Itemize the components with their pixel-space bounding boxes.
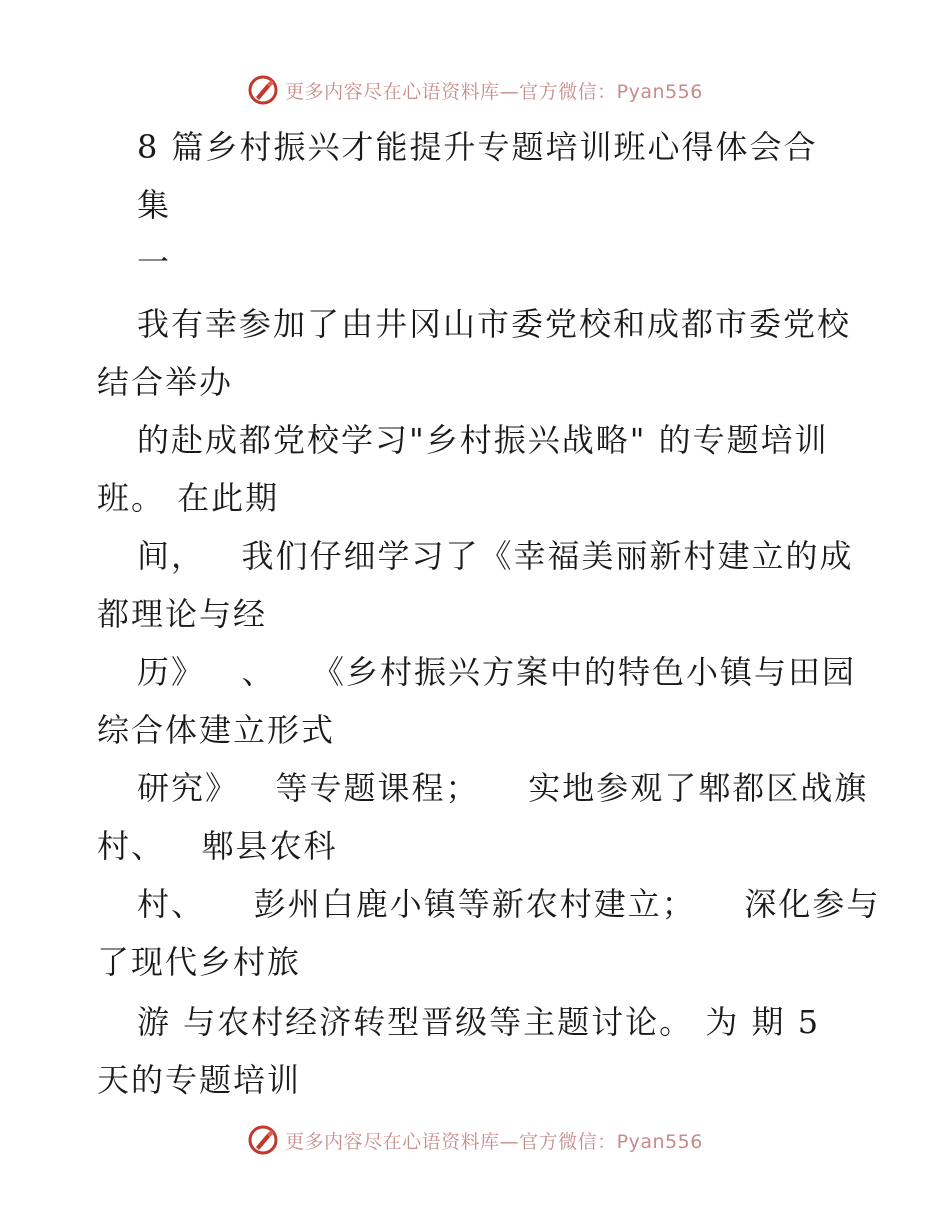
pen-logo-icon (247, 1124, 279, 1156)
section-number: 一 (137, 243, 172, 281)
paragraph-line: 研究》 等专题课程； 实地参观了郫都区战旗 (137, 769, 869, 807)
title-line-2: 集 (137, 186, 172, 224)
paragraph-line: 综合体建立形式 (97, 711, 336, 749)
paragraph-line: 的赴成都党校学习"乡村振兴战略" 的专题培训 (137, 421, 829, 459)
watermark-footer (0, 1120, 950, 1160)
paragraph-line: 了现代乡村旅 (97, 943, 302, 981)
paragraph-line: 结合举办 (97, 363, 234, 401)
pen-logo-icon (247, 74, 279, 106)
paragraph-line: 历》 、 《乡村振兴方案中的特色小镇与田园 (137, 653, 857, 691)
paragraph-line: 间， 我们仔细学习了《幸福美丽新村建立的成 (137, 537, 854, 575)
watermark-text: 更多内容尽在心语资料库—官方微信：Pyan556 (285, 1130, 703, 1153)
paragraph-line: 我有幸参加了由井冈山市委党校和成都市委党校 (137, 305, 852, 343)
watermark-text: 更多内容尽在心语资料库—官方微信：Pyan556 (285, 80, 703, 103)
paragraph-line: 村、 彭州白鹿小镇等新农村建立； 深化参与 (137, 885, 881, 923)
title-line-1: 8 篇乡村振兴才能提升专题培训班心得体会合 (137, 128, 818, 166)
paragraph-line: 天的专题培训 (97, 1061, 302, 1099)
watermark-header (0, 70, 950, 110)
paragraph-line: 村、 郫县农科 (97, 827, 338, 865)
paragraph-line: 班。 在此期 (97, 479, 280, 517)
paragraph-line: 游 与农村经济转型晋级等主题讨论。 为 期 5 (137, 1003, 821, 1041)
paragraph-line: 都理论与经 (97, 595, 268, 633)
